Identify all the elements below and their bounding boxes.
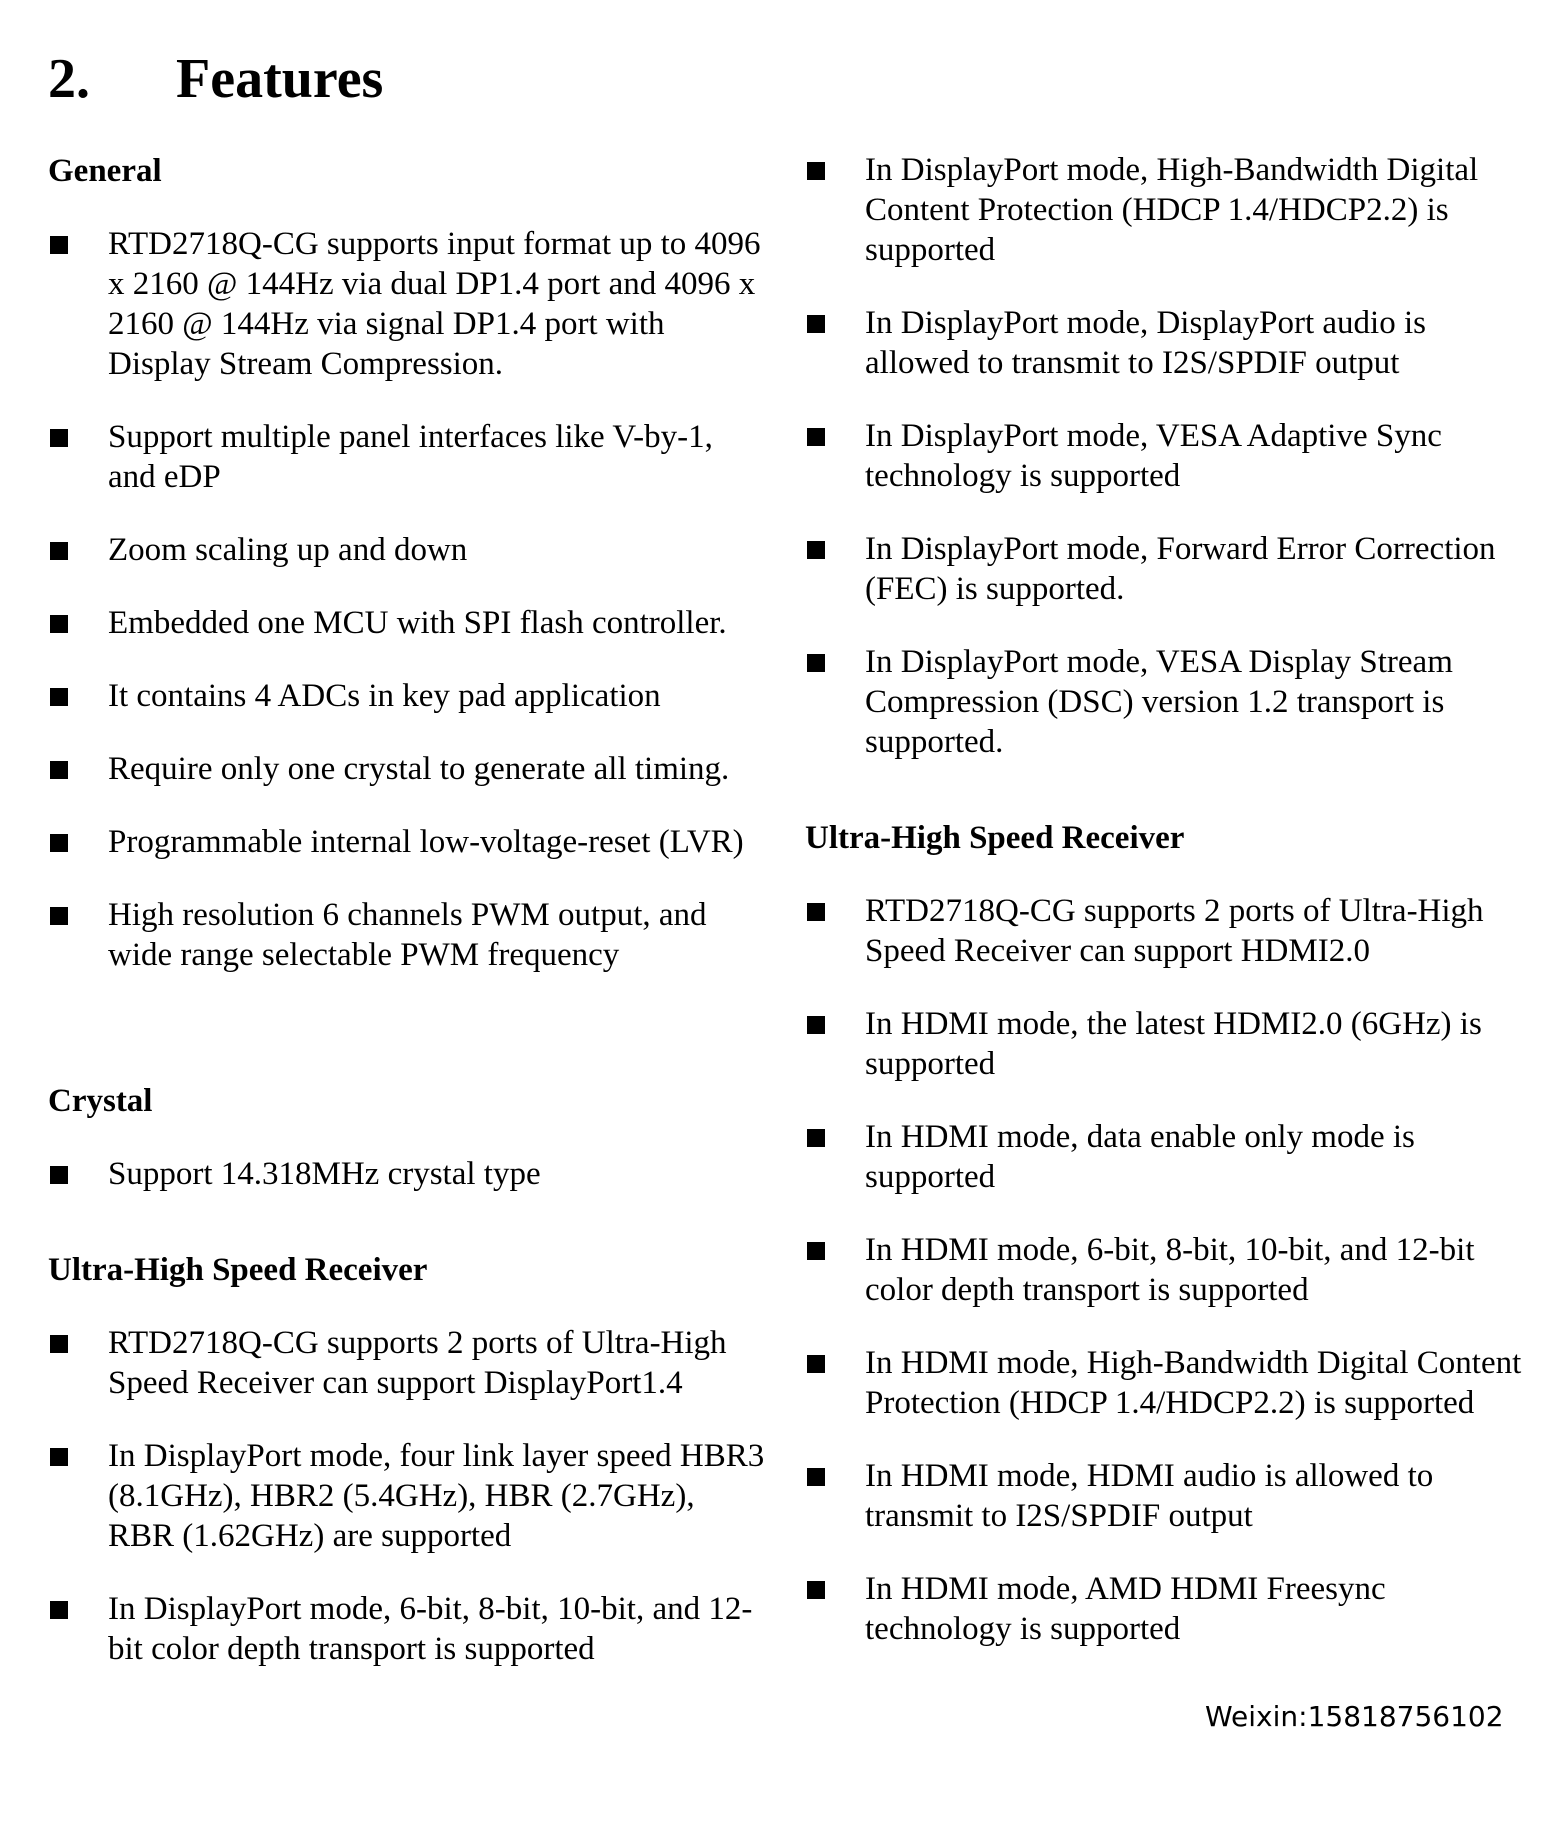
bullet-square-icon [807, 315, 825, 333]
feature-item: It contains 4 ADCs in key pad application [48, 676, 768, 716]
feature-item: Support multiple panel interfaces like V-by-1, and eDP [48, 417, 768, 497]
bullet-square-icon [807, 541, 825, 559]
left-column [48, 150, 768, 1669]
bullet-square-icon [807, 1242, 825, 1260]
bullet-square-icon [50, 1335, 68, 1353]
bullet-square-icon [807, 162, 825, 180]
feature-item: Embedded one MCU with SPI flash controller. [48, 603, 768, 643]
feature-item: RTD2718Q-CG supports input format up to 4096 x 2160 @ 144Hz via dual DP1.4 port and 4096 x 2160 @ 144Hz via signal DP1.4 port with Display Stream Compression. [48, 224, 768, 384]
feature-item: In DisplayPort mode, DisplayPort audio is allowed to transmit to I2S/SPDIF output [805, 303, 1525, 383]
feature-item: In DisplayPort mode, High-Bandwidth Digital Content Protection (HDCP 1.4/HDCP2.2) is supported [805, 150, 1525, 270]
heading-receiver-hdmi: Ultra-High Speed Receiver [805, 820, 1185, 856]
feature-item: Zoom scaling up and down [48, 530, 768, 570]
bullet-square-icon [807, 903, 825, 921]
feature-item: In DisplayPort mode, VESA Display Stream Compression (DSC) version 1.2 transport is supported. [805, 642, 1525, 762]
section-title [48, 44, 383, 114]
bullet-square-icon [807, 428, 825, 446]
bullet-square-icon [50, 615, 68, 633]
heading-receiver-dp: Ultra-High Speed Receiver [48, 1252, 428, 1288]
right-column [805, 150, 1525, 1649]
feature-item: In HDMI mode, AMD HDMI Freesync technology is supported [805, 1569, 1525, 1649]
feature-item: Support 14.318MHz crystal type [48, 1154, 768, 1194]
bullet-square-icon [807, 1355, 825, 1373]
feature-item: In DisplayPort mode, 6-bit, 8-bit, 10-bit, and 12-bit color depth transport is supported [48, 1589, 768, 1669]
feature-item: High resolution 6 channels PWM output, and wide range selectable PWM frequency [48, 895, 768, 975]
feature-item: In DisplayPort mode, four link layer speed HBR3 (8.1GHz), HBR2 (5.4GHz), HBR (2.7GHz), RBR (1.62GHz) are supported [48, 1436, 768, 1556]
feature-item: Programmable internal low-voltage-reset (LVR) [48, 822, 768, 862]
watermark-text: Weixin:15818756102 [1205, 1700, 1504, 1733]
feature-item: In HDMI mode, HDMI audio is allowed to transmit to I2S/SPDIF output [805, 1456, 1525, 1536]
bullet-square-icon [807, 1468, 825, 1486]
feature-item: In HDMI mode, data enable only mode is supported [805, 1117, 1525, 1197]
feature-item: In DisplayPort mode, Forward Error Correction (FEC) is supported. [805, 529, 1525, 609]
bullet-square-icon [807, 1016, 825, 1034]
section-number: 2. [48, 48, 90, 110]
heading-general: General [48, 153, 162, 189]
bullet-square-icon [50, 688, 68, 706]
bullet-square-icon [50, 1601, 68, 1619]
feature-item: In HDMI mode, the latest HDMI2.0 (6GHz) is supported [805, 1004, 1525, 1084]
bullet-square-icon [50, 1166, 68, 1184]
heading-crystal: Crystal [48, 1083, 153, 1119]
bullet-square-icon [50, 907, 68, 925]
bullet-square-icon [50, 834, 68, 852]
feature-item: RTD2718Q-CG supports 2 ports of Ultra-High Speed Receiver can support DisplayPort1.4 [48, 1323, 768, 1403]
feature-item: In HDMI mode, High-Bandwidth Digital Content Protection (HDCP 1.4/HDCP2.2) is supported [805, 1343, 1525, 1423]
feature-item: RTD2718Q-CG supports 2 ports of Ultra-High Speed Receiver can support HDMI2.0 [805, 891, 1525, 971]
section-title-text: Features [176, 48, 384, 110]
bullet-square-icon [50, 236, 68, 254]
feature-item: Require only one crystal to generate all timing. [48, 749, 768, 789]
bullet-square-icon [807, 1129, 825, 1147]
bullet-square-icon [50, 429, 68, 447]
bullet-square-icon [807, 1581, 825, 1599]
bullet-square-icon [50, 761, 68, 779]
feature-item: In DisplayPort mode, VESA Adaptive Sync technology is supported [805, 416, 1525, 496]
bullet-square-icon [50, 1448, 68, 1466]
feature-item: In HDMI mode, 6-bit, 8-bit, 10-bit, and 12-bit color depth transport is supported [805, 1230, 1525, 1310]
bullet-square-icon [807, 654, 825, 672]
bullet-square-icon [50, 542, 68, 560]
